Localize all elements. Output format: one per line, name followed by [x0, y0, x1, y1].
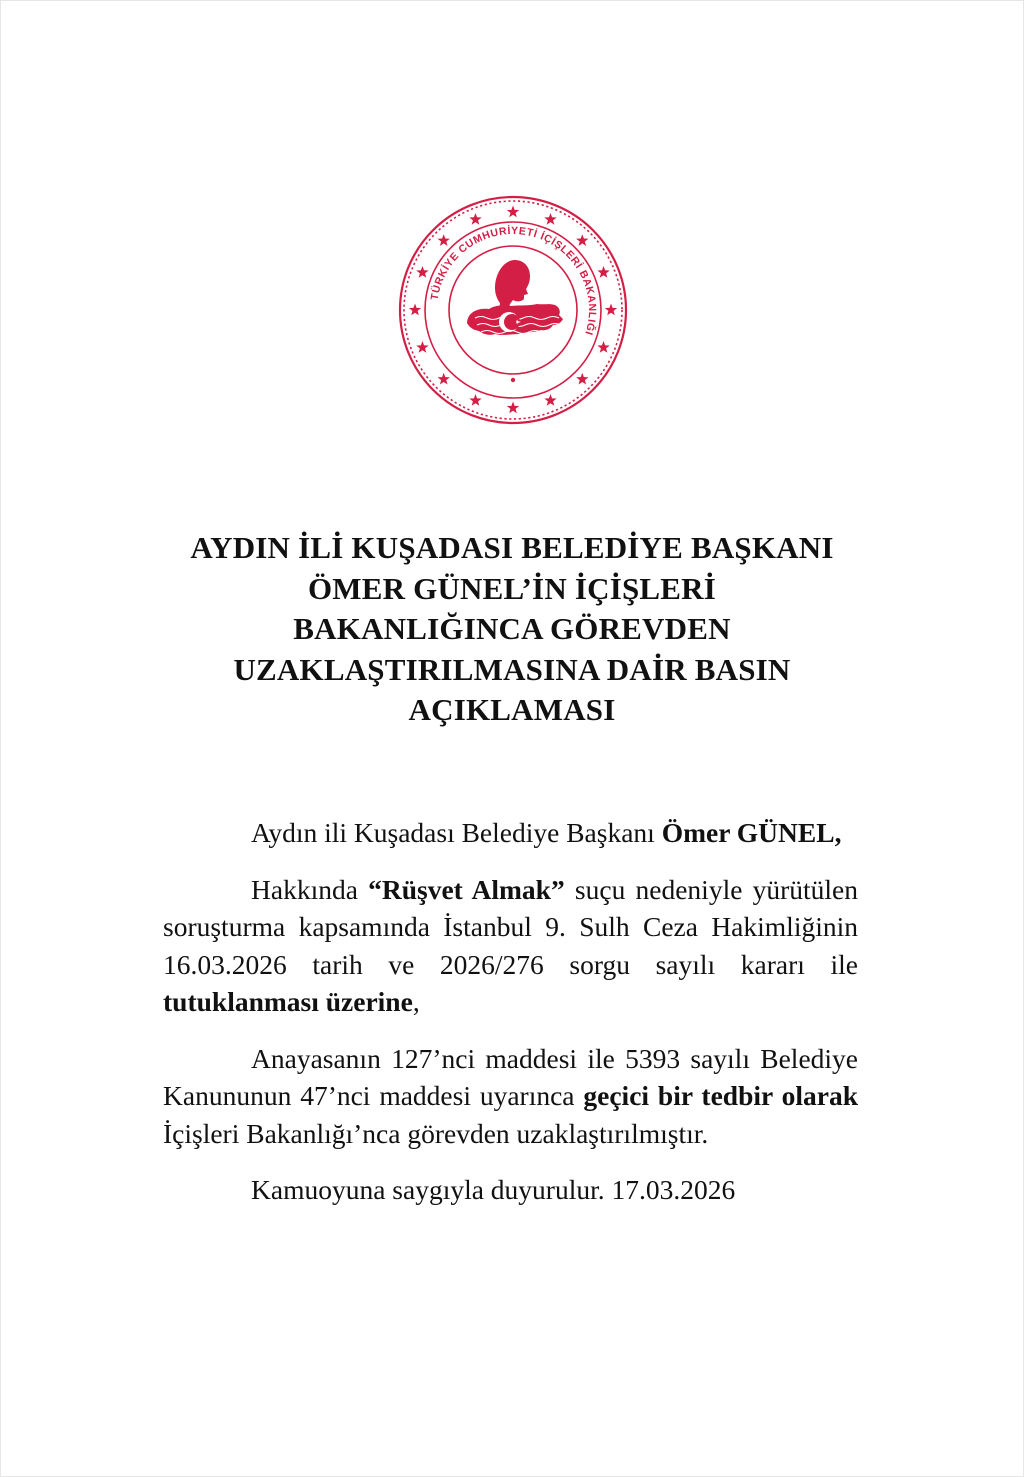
seal-star-icon: [469, 213, 481, 225]
title-line: BAKANLIĞINCA GÖREVDEN: [293, 611, 731, 646]
seal-star-icon: [605, 304, 617, 316]
text-run: ,: [412, 986, 420, 1017]
seal-star-icon: [544, 213, 556, 225]
seal-ring-text: TÜRKİYE CUMHURİYETİ İÇİŞLERİ BAKANLIĞI: [428, 224, 599, 337]
title-line: AYDIN İLİ KUŞADASI BELEDİYE BAŞKANI: [190, 530, 834, 565]
seal-star-icon: [438, 234, 450, 246]
text-run: Kamuoyuna saygıyla duyurulur. 17.03.2026: [251, 1174, 736, 1205]
paragraph-announcement-date: [163, 1171, 858, 1209]
seal-star-icon: [576, 373, 588, 385]
seal-star-icon: [597, 341, 609, 353]
turkey-map-icon: [467, 304, 563, 335]
text-run: suçu nedeniyle yürütülen soruşturma kapsamında İstanbul 9. Sulh Ceza Hakimliğinin 16.03.2026 tarih ve 2026/276 sorgu sayılı kararı ile: [163, 873, 859, 980]
ministry-seal-icon: [397, 194, 629, 426]
seal-star-icon: [576, 234, 588, 246]
text-run: Aydın ili Kuşadası Belediye Başkanı: [251, 817, 662, 848]
temporary-measure-phrase: geçici bir tedbir olarak: [583, 1080, 858, 1111]
press-release-title: [160, 528, 864, 731]
title-line: ÖMER GÜNEL’İN İÇİŞLERİ: [307, 570, 717, 606]
press-release-body: [163, 814, 858, 1209]
text-run: Hakkında: [251, 873, 369, 905]
seal-star-icon: [416, 266, 428, 278]
seal-star-icon: [438, 373, 450, 385]
seal-star-icon: [507, 206, 519, 218]
portrait-silhouette-icon: [495, 260, 530, 311]
text-run: İçişleri Bakanlığı’nca görevden uzaklaştırılmıştır.: [163, 1117, 709, 1149]
charge-name: “Rüşvet Almak”: [368, 873, 565, 905]
seal-star-icon: [544, 394, 556, 406]
paragraph-charge: [163, 871, 858, 1021]
paragraph-mayor: [163, 814, 858, 852]
arrest-phrase: tutuklanması üzerine: [163, 986, 413, 1017]
text-run: Anayasanın 127’nci maddesi ile 5393 sayılı Belediye Kanununun 47’nci maddesi uyarınca: [163, 1042, 858, 1111]
title-line: AÇIKLAMASI: [408, 692, 616, 727]
title-line: UZAKLAŞTIRILMASINA DAİR BASIN: [233, 651, 791, 687]
paragraph-suspension: [163, 1040, 858, 1153]
seal-star-icon: [507, 402, 519, 414]
seal-star-icon: [416, 341, 428, 353]
seal-star-icon: [469, 394, 481, 406]
mayor-name: Ömer GÜNEL,: [661, 817, 842, 848]
seal-star-icon: [597, 266, 609, 278]
seal-star-icon: [409, 304, 421, 316]
